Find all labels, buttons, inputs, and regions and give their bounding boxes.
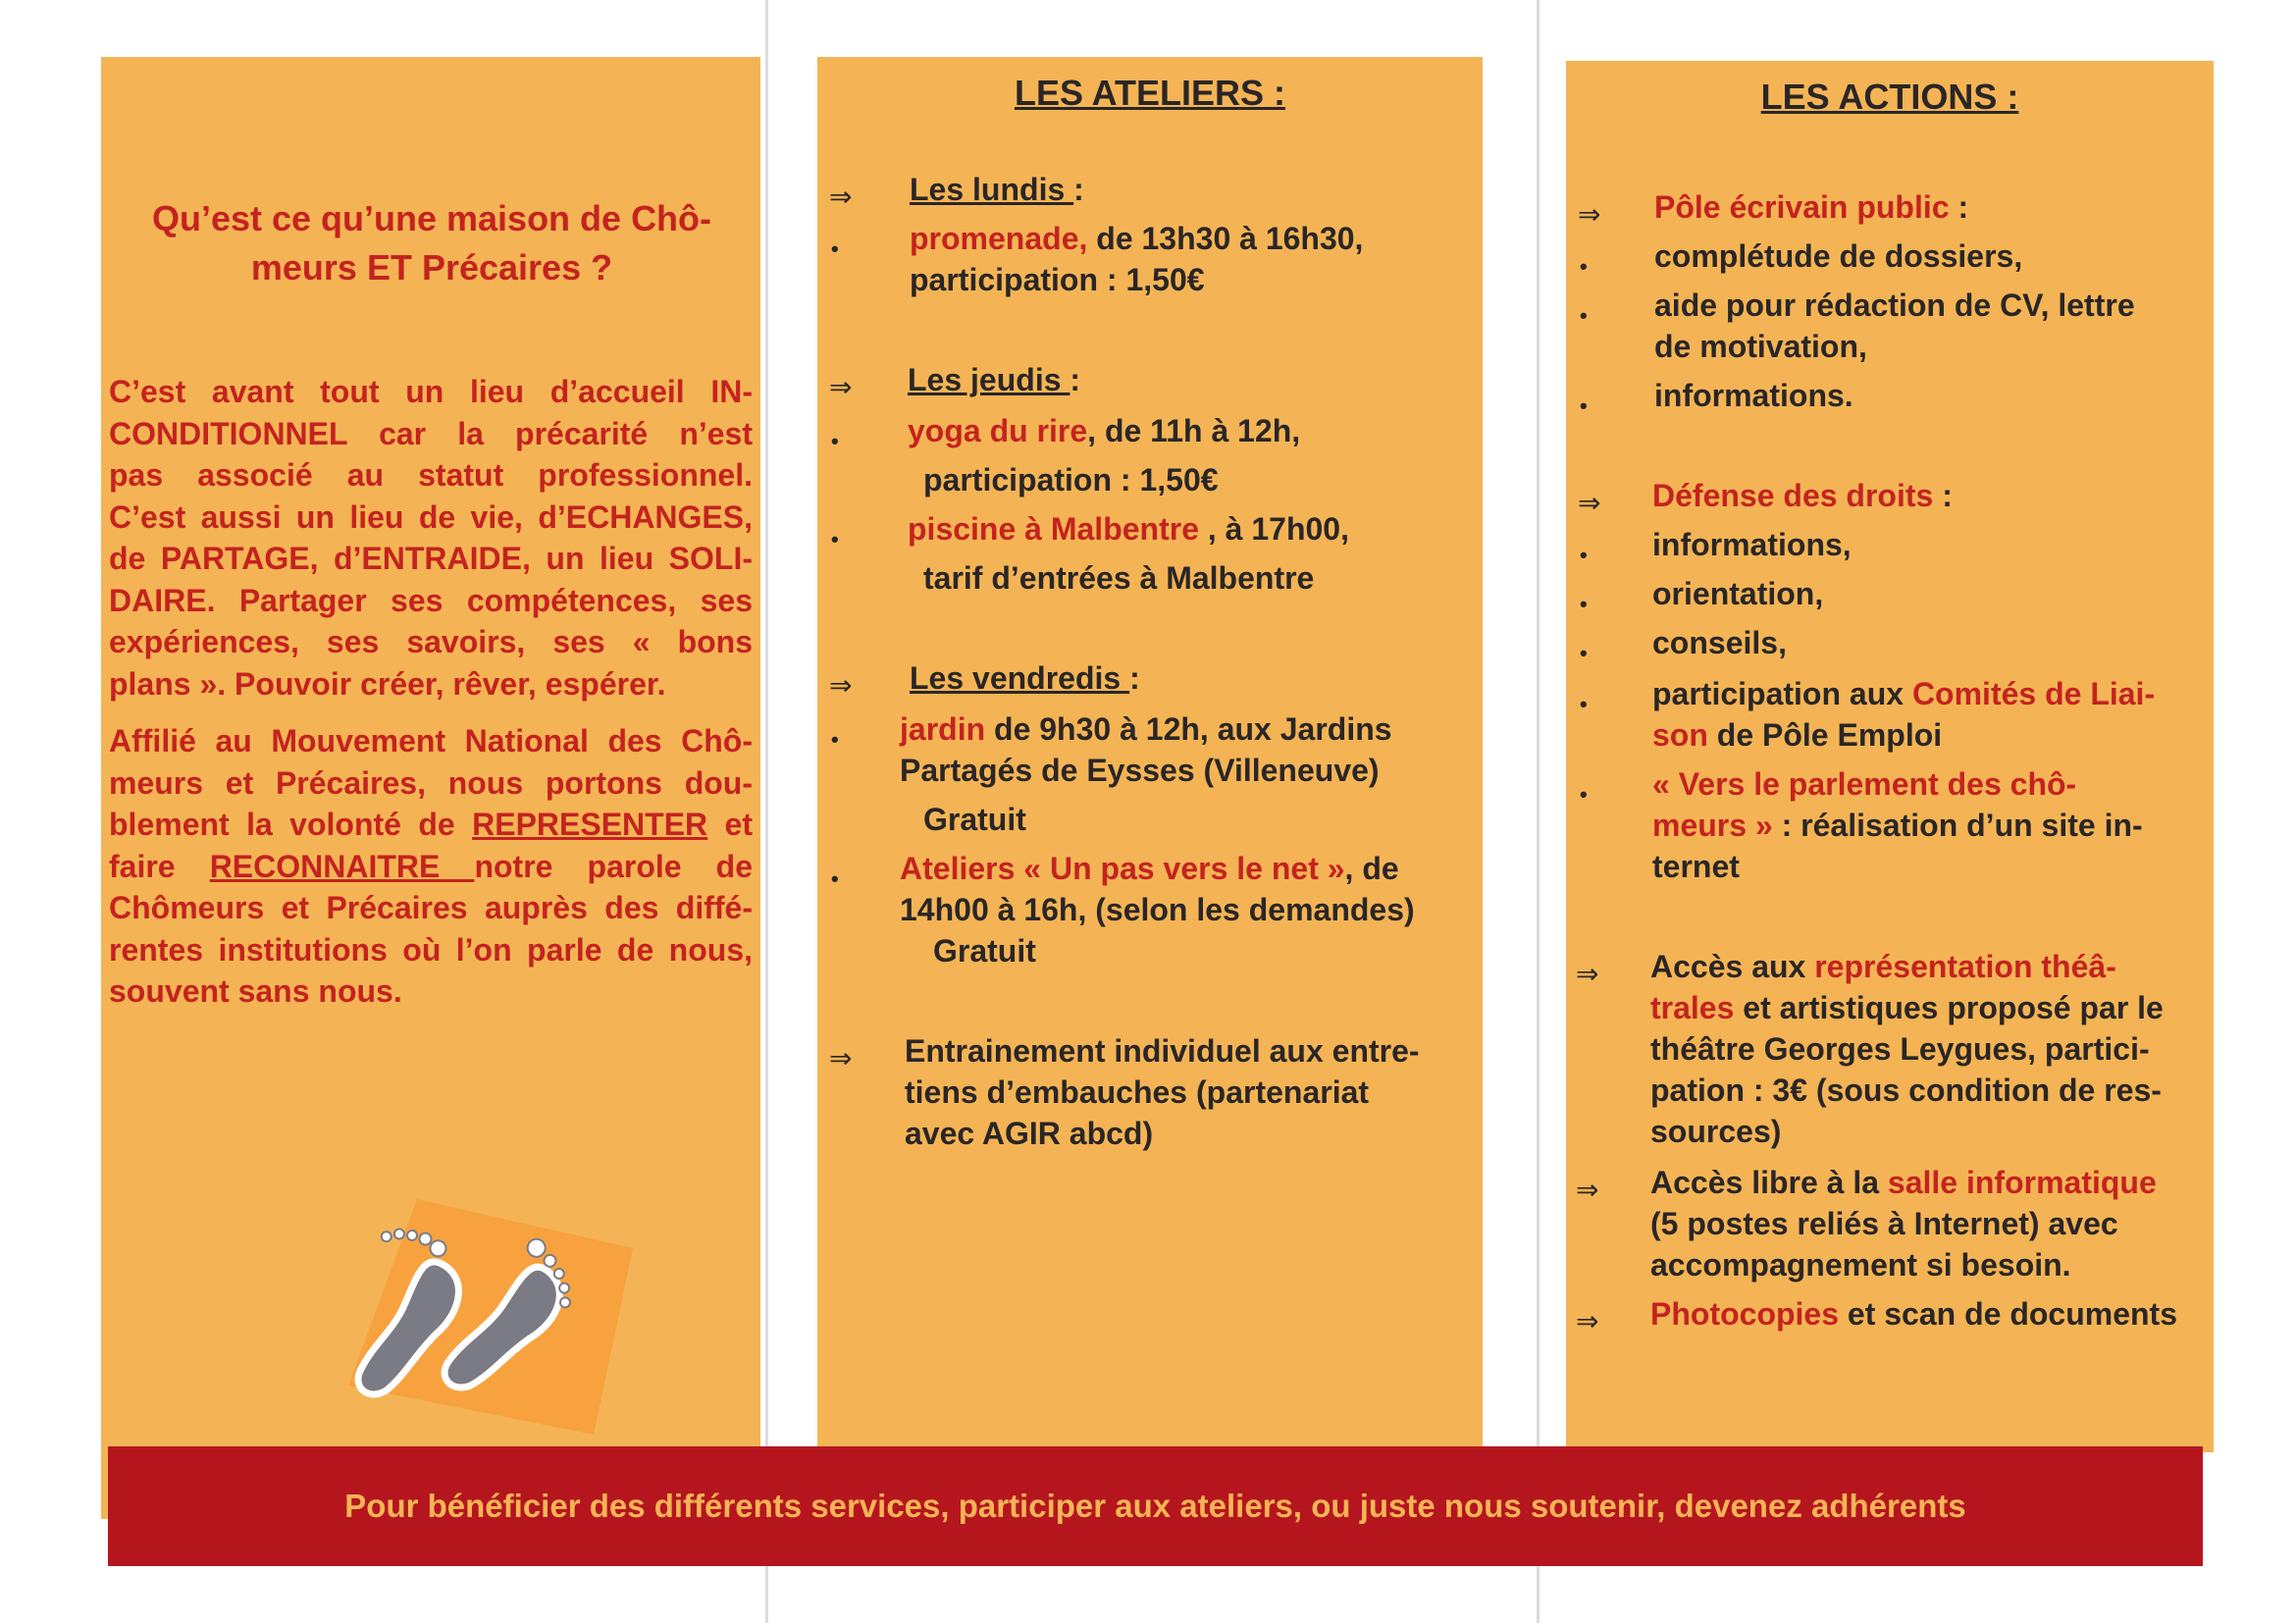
arrow-icon: ⇒ xyxy=(1576,1306,1599,1336)
piscine-price: tarif d’entrées à Malbentre xyxy=(923,560,1315,596)
entrainement-line-1: Entrainement individuel aux entre- xyxy=(905,1033,1420,1069)
entrainement-line-2: tiens d’embauches (partenariat xyxy=(905,1074,1370,1110)
comites-label: Comités de Liai- xyxy=(1911,676,2156,711)
vendredis-label-text: Les vendredis xyxy=(910,660,1130,696)
arrow-icon: ⇒ xyxy=(829,182,853,212)
title-line-2: meurs ET Précaires ? xyxy=(250,247,613,288)
title-line-1: Qu’est ce qu’une maison de Chô- xyxy=(151,198,712,238)
defense-colon: : xyxy=(1933,478,1953,513)
arrow-icon: ⇒ xyxy=(1576,959,1599,989)
acces-salle-line-3: accompagnement si besoin. xyxy=(1650,1247,2071,1283)
comites-line-2 xyxy=(1652,714,1942,756)
acces-theatre-label: représentation théâ- xyxy=(1814,949,2116,984)
jardin-place: Partagés de Eysses (Villeneuve) xyxy=(900,753,1380,788)
pole-item-cont: de motivation, xyxy=(1654,329,1867,364)
acces-salle-line xyxy=(1650,1162,2157,1203)
ateliers-net-price: Gratuit xyxy=(933,933,1036,969)
arrow-icon: ⇒ xyxy=(829,1043,853,1073)
bullet-icon: • xyxy=(1580,592,1588,616)
pole-item: complétude de dossiers, xyxy=(1654,238,2023,274)
jeudis-label xyxy=(908,359,1080,400)
represent-word: REPRESENTER xyxy=(472,807,708,842)
vendredis-label xyxy=(910,657,1140,699)
affiliation-paragraph xyxy=(109,720,753,1013)
pole-heading xyxy=(1654,186,1968,228)
piscine-time: , à 17h00, xyxy=(1198,511,1349,547)
ateliers-net-suffix: , de xyxy=(1344,851,1399,886)
left-panel-title xyxy=(118,194,746,292)
promenade-time: de 13h30 à 16h30, xyxy=(1087,221,1364,256)
parlement-text: : réalisation d’un site in- xyxy=(1772,808,2143,843)
jardin-time: de 9h30 à 12h, aux Jardins xyxy=(985,711,1392,747)
recognize-word: RECONNAITRE xyxy=(209,848,475,884)
bullet-icon: • xyxy=(831,236,839,261)
actions-heading: LES ACTIONS : xyxy=(1760,77,2019,117)
comites-text-2: de Pôle Emploi xyxy=(1707,717,1943,753)
arrow-icon: ⇒ xyxy=(1576,1175,1599,1205)
pole-item: informations. xyxy=(1654,378,1853,413)
piscine-label: piscine à Malbentre xyxy=(908,511,1199,547)
bullet-icon: • xyxy=(831,429,839,453)
bullet-icon: • xyxy=(1580,254,1588,279)
acces-theatre-line-2 xyxy=(1650,987,2164,1028)
acces-salle-text: Accès libre à la xyxy=(1650,1165,1888,1200)
affiliation-line: Affilié au Mouvement National des Chô- xyxy=(109,723,753,759)
lundis-colon: : xyxy=(1073,172,1084,207)
bullet-icon: • xyxy=(831,727,839,752)
affiliation-text: blement la volonté de xyxy=(109,807,473,842)
jeudis-colon: : xyxy=(1070,362,1081,397)
arrow-icon: ⇒ xyxy=(829,372,853,402)
intro-line: C’est avant tout un lieu d’accueil IN- xyxy=(109,374,753,409)
bullet-icon: • xyxy=(831,866,839,891)
footprints-icon xyxy=(348,1199,643,1435)
bullet-icon: • xyxy=(1580,543,1588,567)
jeudis-label-text: Les jeudis xyxy=(908,362,1070,397)
defense-item: orientation, xyxy=(1652,576,1824,611)
promenade-label: promenade, xyxy=(910,221,1088,256)
defense-label: Défense des droits xyxy=(1652,478,1934,513)
photocopies-text: et scan de documents xyxy=(1839,1296,2177,1332)
entrainement-line-3: avec AGIR abcd) xyxy=(905,1116,1154,1151)
intro-line: DAIRE. Partager ses compétences, ses xyxy=(109,582,753,618)
defense-item: conseils, xyxy=(1652,625,1787,660)
pole-item: aide pour rédaction de CV, lettre xyxy=(1654,288,2135,323)
bullet-icon: • xyxy=(1580,303,1588,328)
ateliers-net-label: Ateliers « Un pas vers le net » xyxy=(900,851,1345,886)
vendredis-colon: : xyxy=(1129,660,1140,696)
photocopies-label: Photocopies xyxy=(1650,1296,1840,1332)
affiliation-line: rentes institutions où l’on parle de nous, xyxy=(109,931,753,968)
acces-theatre-line-4: pation : 3€ (sous condition de res- xyxy=(1650,1073,2162,1108)
intro-line: CONDITIONNEL car la précarité n’est xyxy=(109,415,753,451)
lundis-label xyxy=(910,169,1084,210)
ateliers-net-time: 14h00 à 16h, (selon les demandes) xyxy=(900,892,1415,927)
bullet-icon: • xyxy=(1580,692,1588,716)
yoga-price: participation : 1,50€ xyxy=(923,462,1219,497)
arrow-icon: ⇒ xyxy=(1578,199,1601,230)
pole-colon: : xyxy=(1949,189,1969,225)
acces-theatre-line-3: théâtre Georges Leygues, partici- xyxy=(1650,1031,2150,1067)
affiliation-text: et xyxy=(707,807,754,842)
acces-salle-label: salle informatique xyxy=(1887,1165,2157,1200)
intro-line: plans ». Pouvoir créer, rêver, espérer. xyxy=(109,665,666,702)
acces-theatre-line xyxy=(1650,946,2116,987)
pole-label: Pôle écrivain public xyxy=(1654,189,1950,225)
acces-theatre-line-5: sources) xyxy=(1650,1114,1782,1149)
parlement-line-3: ternet xyxy=(1652,849,1740,884)
acces-salle-line-2: (5 postes reliés à Internet) avec xyxy=(1650,1206,2118,1241)
defense-heading xyxy=(1652,475,1953,516)
bullet-icon: • xyxy=(831,527,839,551)
affiliation-text: faire xyxy=(109,848,210,884)
piscine-line xyxy=(908,508,1349,550)
yoga-label: yoga du rire xyxy=(908,413,1088,448)
intro-line: expériences, ses savoirs, ses « bons xyxy=(109,624,753,659)
bullet-icon: • xyxy=(1580,641,1588,665)
comites-label-2: son xyxy=(1652,717,1708,753)
yoga-line xyxy=(908,410,1300,451)
arrow-icon: ⇒ xyxy=(829,670,853,701)
affiliation-line: souvent sans nous. xyxy=(109,973,402,1009)
yoga-time: , de 11h à 12h, xyxy=(1087,413,1301,448)
affiliation-line: meurs et Précaires, nous portons dou- xyxy=(109,764,753,801)
affiliation-text: notre parole de xyxy=(474,848,754,884)
comites-line xyxy=(1652,673,2155,714)
jardin-label: jardin xyxy=(900,711,986,747)
acces-theatre-label-2: trales xyxy=(1650,990,1735,1025)
intro-line: C’est aussi un lieu de vie, d’ECHANGES, xyxy=(109,498,753,535)
defense-item: informations, xyxy=(1652,527,1852,562)
acces-theatre-text-2: et artistiques proposé par le xyxy=(1734,990,2164,1025)
affiliation-line xyxy=(109,804,753,846)
affiliation-line xyxy=(109,846,753,888)
lundis-label-text: Les lundis xyxy=(910,172,1074,207)
affiliation-line: Chômeurs et Précaires auprès des diffé- xyxy=(109,890,753,925)
fold-line-2 xyxy=(1537,0,1539,1623)
comites-text: participation aux xyxy=(1652,676,1912,711)
intro-line: de PARTAGE, d’ENTRAIDE, un lieu SOLI- xyxy=(109,541,753,576)
parlement-label: « Vers le parlement des chô- xyxy=(1652,766,2077,802)
ateliers-net-line xyxy=(900,848,1399,889)
parlement-label-2: meurs » xyxy=(1652,808,1773,843)
jardin-price: Gratuit xyxy=(923,802,1026,837)
photocopies-line xyxy=(1650,1293,2177,1335)
footer-text: Pour bénéficier des différents services, participer aux ateliers, ou juste nous soutenir, devenez adhérents xyxy=(344,1488,1966,1524)
fold-line-1 xyxy=(765,0,768,1623)
promenade-line xyxy=(910,218,1363,259)
intro-line: pas associé au statut professionnel. xyxy=(109,457,753,493)
jardin-line xyxy=(900,708,1392,750)
parlement-line-2 xyxy=(1652,805,2143,846)
ateliers-heading: LES ATELIERS : xyxy=(1014,73,1285,113)
acces-theatre-text: Accès aux xyxy=(1650,949,1815,984)
intro-paragraph xyxy=(109,371,753,705)
bullet-icon: • xyxy=(1580,393,1588,418)
arrow-icon: ⇒ xyxy=(1578,488,1601,518)
promenade-price: participation : 1,50€ xyxy=(910,262,1205,297)
bullet-icon: • xyxy=(1580,782,1588,807)
